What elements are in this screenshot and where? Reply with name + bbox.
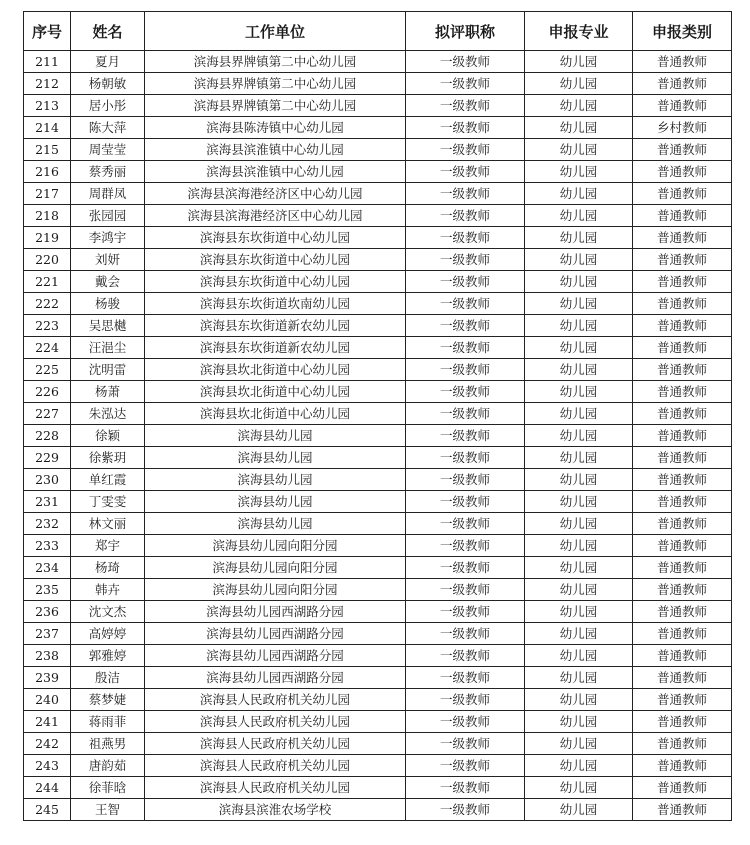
cell-workplace: 滨海县坎北街道中心幼儿园 (145, 359, 406, 381)
cell-category: 普通教师 (633, 315, 732, 337)
table-row (24, 271, 732, 293)
cell-index: 220 (24, 249, 71, 271)
cell-index: 211 (24, 51, 71, 73)
cell-workplace: 滨海县幼儿园西湖路分园 (145, 623, 406, 645)
cell-specialty: 幼儿园 (525, 799, 633, 821)
cell-name: 唐韵茹 (71, 755, 145, 777)
cell-category: 普通教师 (633, 337, 732, 359)
cell-specialty: 幼儿园 (525, 403, 633, 425)
cell-index: 213 (24, 95, 71, 117)
cell-workplace: 滨海县幼儿园西湖路分园 (145, 667, 406, 689)
cell-workplace: 滨海县界牌镇第二中心幼儿园 (145, 51, 406, 73)
cell-index: 228 (24, 425, 71, 447)
cell-category: 普通教师 (633, 645, 732, 667)
table-row (24, 557, 732, 579)
cell-category: 普通教师 (633, 425, 732, 447)
cell-category: 普通教师 (633, 161, 732, 183)
table-row (24, 73, 732, 95)
cell-specialty: 幼儿园 (525, 601, 633, 623)
cell-specialty: 幼儿园 (525, 315, 633, 337)
cell-index: 233 (24, 535, 71, 557)
cell-title: 一级教师 (406, 161, 525, 183)
cell-title: 一级教师 (406, 73, 525, 95)
cell-name: 沈明雷 (71, 359, 145, 381)
cell-name: 杨骏 (71, 293, 145, 315)
cell-workplace: 滨海县东坎街道中心幼儿园 (145, 249, 406, 271)
cell-title: 一级教师 (406, 513, 525, 535)
cell-workplace: 滨海县人民政府机关幼儿园 (145, 733, 406, 755)
cell-workplace: 滨海县滨淮农场学校 (145, 799, 406, 821)
cell-category: 普通教师 (633, 799, 732, 821)
cell-workplace: 滨海县界牌镇第二中心幼儿园 (145, 95, 406, 117)
cell-title: 一级教师 (406, 491, 525, 513)
cell-index: 217 (24, 183, 71, 205)
table-row (24, 337, 732, 359)
table-row (24, 447, 732, 469)
cell-title: 一级教师 (406, 469, 525, 491)
cell-name: 朱泓达 (71, 403, 145, 425)
cell-specialty: 幼儿园 (525, 73, 633, 95)
cell-category: 普通教师 (633, 733, 732, 755)
cell-title: 一级教师 (406, 139, 525, 161)
cell-category: 普通教师 (633, 535, 732, 557)
cell-title: 一级教师 (406, 51, 525, 73)
cell-workplace: 滨海县人民政府机关幼儿园 (145, 777, 406, 799)
cell-title: 一级教师 (406, 227, 525, 249)
cell-specialty: 幼儿园 (525, 205, 633, 227)
cell-title: 一级教师 (406, 337, 525, 359)
cell-title: 一级教师 (406, 117, 525, 139)
cell-workplace: 滨海县坎北街道中心幼儿园 (145, 381, 406, 403)
header-title: 拟评职称 (406, 12, 525, 51)
table-row (24, 711, 732, 733)
cell-name: 汪浥尘 (71, 337, 145, 359)
cell-name: 杨萧 (71, 381, 145, 403)
table-row (24, 381, 732, 403)
cell-index: 230 (24, 469, 71, 491)
cell-name: 张园园 (71, 205, 145, 227)
cell-index: 231 (24, 491, 71, 513)
cell-index: 222 (24, 293, 71, 315)
cell-title: 一级教师 (406, 623, 525, 645)
cell-specialty: 幼儿园 (525, 491, 633, 513)
cell-category: 普通教师 (633, 293, 732, 315)
cell-specialty: 幼儿园 (525, 645, 633, 667)
cell-specialty: 幼儿园 (525, 755, 633, 777)
cell-index: 242 (24, 733, 71, 755)
cell-specialty: 幼儿园 (525, 117, 633, 139)
cell-workplace: 滨海县幼儿园 (145, 425, 406, 447)
cell-workplace: 滨海县幼儿园向阳分园 (145, 557, 406, 579)
cell-index: 215 (24, 139, 71, 161)
cell-name: 夏月 (71, 51, 145, 73)
cell-name: 杨琦 (71, 557, 145, 579)
cell-index: 224 (24, 337, 71, 359)
cell-name: 王智 (71, 799, 145, 821)
cell-category: 普通教师 (633, 95, 732, 117)
cell-index: 227 (24, 403, 71, 425)
table-row (24, 315, 732, 337)
cell-specialty: 幼儿园 (525, 183, 633, 205)
cell-specialty: 幼儿园 (525, 535, 633, 557)
cell-index: 232 (24, 513, 71, 535)
table-row (24, 359, 732, 381)
table-row (24, 205, 732, 227)
cell-name: 吴思樾 (71, 315, 145, 337)
header-row (24, 12, 732, 51)
cell-category: 普通教师 (633, 249, 732, 271)
cell-category: 普通教师 (633, 183, 732, 205)
cell-index: 241 (24, 711, 71, 733)
cell-workplace: 滨海县界牌镇第二中心幼儿园 (145, 73, 406, 95)
cell-workplace: 滨海县东坎街道新农幼儿园 (145, 337, 406, 359)
header-name: 姓名 (71, 12, 145, 51)
cell-category: 乡村教师 (633, 117, 732, 139)
cell-category: 普通教师 (633, 381, 732, 403)
header-specialty: 申报专业 (525, 12, 633, 51)
cell-name: 蒋雨菲 (71, 711, 145, 733)
cell-title: 一级教师 (406, 579, 525, 601)
cell-index: 236 (24, 601, 71, 623)
cell-title: 一级教师 (406, 425, 525, 447)
cell-category: 普通教师 (633, 51, 732, 73)
cell-specialty: 幼儿园 (525, 249, 633, 271)
cell-index: 244 (24, 777, 71, 799)
cell-index: 226 (24, 381, 71, 403)
cell-index: 238 (24, 645, 71, 667)
cell-title: 一级教师 (406, 403, 525, 425)
cell-index: 225 (24, 359, 71, 381)
cell-title: 一级教师 (406, 293, 525, 315)
teacher-title-table (23, 11, 732, 821)
cell-specialty: 幼儿园 (525, 689, 633, 711)
cell-index: 229 (24, 447, 71, 469)
table-row (24, 469, 732, 491)
cell-workplace: 滨海县滨淮镇中心幼儿园 (145, 139, 406, 161)
cell-index: 234 (24, 557, 71, 579)
table-row (24, 227, 732, 249)
table-row (24, 139, 732, 161)
cell-name: 高婷婷 (71, 623, 145, 645)
cell-category: 普通教师 (633, 689, 732, 711)
cell-index: 239 (24, 667, 71, 689)
cell-specialty: 幼儿园 (525, 161, 633, 183)
cell-name: 蔡梦婕 (71, 689, 145, 711)
cell-specialty: 幼儿园 (525, 733, 633, 755)
cell-workplace: 滨海县幼儿园 (145, 513, 406, 535)
table-row (24, 689, 732, 711)
table-row (24, 293, 732, 315)
cell-index: 243 (24, 755, 71, 777)
cell-index: 218 (24, 205, 71, 227)
cell-workplace: 滨海县幼儿园 (145, 469, 406, 491)
cell-name: 祖燕男 (71, 733, 145, 755)
cell-specialty: 幼儿园 (525, 579, 633, 601)
table-row (24, 95, 732, 117)
cell-name: 林文丽 (71, 513, 145, 535)
table-row (24, 513, 732, 535)
cell-specialty: 幼儿园 (525, 447, 633, 469)
cell-workplace: 滨海县人民政府机关幼儿园 (145, 689, 406, 711)
cell-workplace: 滨海县幼儿园向阳分园 (145, 579, 406, 601)
header-workplace: 工作单位 (145, 12, 406, 51)
cell-title: 一级教师 (406, 645, 525, 667)
table-row (24, 161, 732, 183)
cell-category: 普通教师 (633, 667, 732, 689)
cell-category: 普通教师 (633, 755, 732, 777)
header-index: 序号 (24, 12, 71, 51)
table-row (24, 491, 732, 513)
cell-index: 212 (24, 73, 71, 95)
cell-specialty: 幼儿园 (525, 381, 633, 403)
cell-index: 216 (24, 161, 71, 183)
cell-name: 韩卉 (71, 579, 145, 601)
cell-category: 普通教师 (633, 579, 732, 601)
cell-category: 普通教师 (633, 359, 732, 381)
cell-name: 丁雯雯 (71, 491, 145, 513)
cell-specialty: 幼儿园 (525, 337, 633, 359)
cell-specialty: 幼儿园 (525, 139, 633, 161)
cell-title: 一级教师 (406, 711, 525, 733)
table-row (24, 535, 732, 557)
table-row (24, 579, 732, 601)
cell-category: 普通教师 (633, 271, 732, 293)
table-row (24, 623, 732, 645)
cell-title: 一级教师 (406, 557, 525, 579)
cell-specialty: 幼儿园 (525, 513, 633, 535)
table-header (24, 12, 732, 51)
cell-workplace: 滨海县滨淮镇中心幼儿园 (145, 161, 406, 183)
cell-title: 一级教师 (406, 447, 525, 469)
cell-category: 普通教师 (633, 447, 732, 469)
cell-name: 居小彤 (71, 95, 145, 117)
cell-specialty: 幼儿园 (525, 95, 633, 117)
cell-name: 单红霞 (71, 469, 145, 491)
cell-index: 235 (24, 579, 71, 601)
table-body (24, 51, 732, 821)
cell-title: 一级教师 (406, 183, 525, 205)
table-row (24, 51, 732, 73)
cell-index: 221 (24, 271, 71, 293)
cell-workplace: 滨海县东坎街道新农幼儿园 (145, 315, 406, 337)
table-row (24, 645, 732, 667)
cell-title: 一级教师 (406, 249, 525, 271)
cell-category: 普通教师 (633, 227, 732, 249)
cell-title: 一级教师 (406, 95, 525, 117)
cell-workplace: 滨海县幼儿园 (145, 491, 406, 513)
cell-index: 245 (24, 799, 71, 821)
cell-name: 周群凤 (71, 183, 145, 205)
cell-name: 李鸿宇 (71, 227, 145, 249)
cell-title: 一级教师 (406, 777, 525, 799)
cell-name: 徐菲晗 (71, 777, 145, 799)
cell-category: 普通教师 (633, 139, 732, 161)
cell-name: 徐紫玥 (71, 447, 145, 469)
cell-specialty: 幼儿园 (525, 425, 633, 447)
cell-title: 一级教师 (406, 601, 525, 623)
cell-specialty: 幼儿园 (525, 777, 633, 799)
table-row (24, 799, 732, 821)
cell-title: 一级教师 (406, 755, 525, 777)
cell-workplace: 滨海县幼儿园西湖路分园 (145, 645, 406, 667)
cell-title: 一级教师 (406, 205, 525, 227)
cell-title: 一级教师 (406, 535, 525, 557)
cell-specialty: 幼儿园 (525, 711, 633, 733)
cell-category: 普通教师 (633, 469, 732, 491)
cell-category: 普通教师 (633, 711, 732, 733)
cell-index: 237 (24, 623, 71, 645)
table-row (24, 117, 732, 139)
cell-specialty: 幼儿园 (525, 271, 633, 293)
table-row (24, 249, 732, 271)
cell-title: 一级教师 (406, 733, 525, 755)
cell-title: 一级教师 (406, 667, 525, 689)
table-row (24, 183, 732, 205)
cell-workplace: 滨海县人民政府机关幼儿园 (145, 755, 406, 777)
cell-title: 一级教师 (406, 315, 525, 337)
cell-title: 一级教师 (406, 799, 525, 821)
cell-workplace: 滨海县东坎街道中心幼儿园 (145, 227, 406, 249)
table-row (24, 755, 732, 777)
cell-category: 普通教师 (633, 73, 732, 95)
cell-workplace: 滨海县陈涛镇中心幼儿园 (145, 117, 406, 139)
cell-category: 普通教师 (633, 205, 732, 227)
cell-workplace: 滨海县滨海港经济区中心幼儿园 (145, 183, 406, 205)
cell-name: 郭雅婷 (71, 645, 145, 667)
table-row (24, 425, 732, 447)
cell-name: 刘妍 (71, 249, 145, 271)
cell-category: 普通教师 (633, 491, 732, 513)
cell-workplace: 滨海县东坎街道中心幼儿园 (145, 271, 406, 293)
table-row (24, 733, 732, 755)
cell-category: 普通教师 (633, 403, 732, 425)
cell-specialty: 幼儿园 (525, 293, 633, 315)
cell-name: 周莹莹 (71, 139, 145, 161)
table-row (24, 403, 732, 425)
cell-name: 徐颖 (71, 425, 145, 447)
cell-name: 郑宇 (71, 535, 145, 557)
cell-workplace: 滨海县滨海港经济区中心幼儿园 (145, 205, 406, 227)
cell-specialty: 幼儿园 (525, 51, 633, 73)
cell-workplace: 滨海县幼儿园向阳分园 (145, 535, 406, 557)
cell-name: 陈大萍 (71, 117, 145, 139)
cell-index: 219 (24, 227, 71, 249)
table-row (24, 777, 732, 799)
cell-index: 214 (24, 117, 71, 139)
cell-name: 沈文杰 (71, 601, 145, 623)
cell-workplace: 滨海县东坎街道坎南幼儿园 (145, 293, 406, 315)
cell-workplace: 滨海县人民政府机关幼儿园 (145, 711, 406, 733)
cell-index: 223 (24, 315, 71, 337)
cell-workplace: 滨海县坎北街道中心幼儿园 (145, 403, 406, 425)
cell-name: 杨朝敏 (71, 73, 145, 95)
cell-title: 一级教师 (406, 381, 525, 403)
cell-category: 普通教师 (633, 623, 732, 645)
cell-category: 普通教师 (633, 513, 732, 535)
cell-name: 殷洁 (71, 667, 145, 689)
table-row (24, 601, 732, 623)
cell-specialty: 幼儿园 (525, 227, 633, 249)
table-row (24, 667, 732, 689)
cell-specialty: 幼儿园 (525, 359, 633, 381)
cell-name: 蔡秀丽 (71, 161, 145, 183)
cell-title: 一级教师 (406, 359, 525, 381)
cell-specialty: 幼儿园 (525, 667, 633, 689)
cell-specialty: 幼儿园 (525, 623, 633, 645)
cell-title: 一级教师 (406, 271, 525, 293)
cell-name: 戴会 (71, 271, 145, 293)
cell-specialty: 幼儿园 (525, 557, 633, 579)
cell-workplace: 滨海县幼儿园西湖路分园 (145, 601, 406, 623)
cell-workplace: 滨海县幼儿园 (145, 447, 406, 469)
cell-index: 240 (24, 689, 71, 711)
header-category: 申报类别 (633, 12, 732, 51)
cell-category: 普通教师 (633, 601, 732, 623)
cell-category: 普通教师 (633, 777, 732, 799)
cell-category: 普通教师 (633, 557, 732, 579)
cell-title: 一级教师 (406, 689, 525, 711)
cell-specialty: 幼儿园 (525, 469, 633, 491)
